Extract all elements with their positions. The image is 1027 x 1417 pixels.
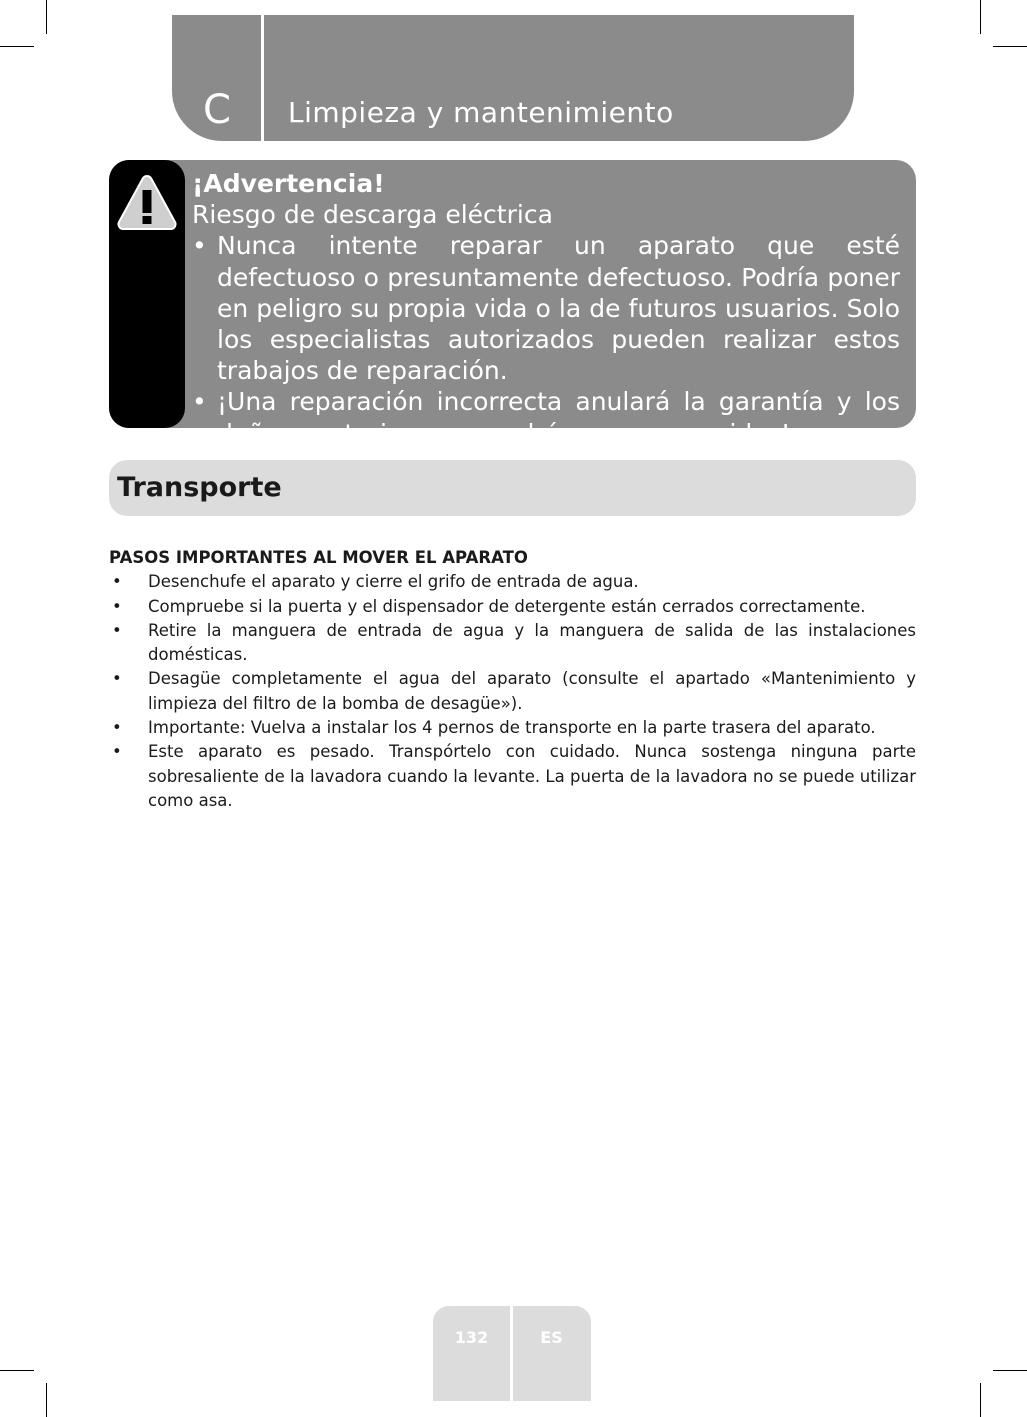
chapter-title: Limpieza y mantenimiento (288, 96, 674, 129)
steps-heading: PASOS IMPORTANTES AL MOVER EL APARATO (109, 548, 528, 567)
crop-mark (993, 1370, 1027, 1371)
language-code: ES (540, 1328, 563, 1347)
bullet-dot: • (112, 596, 122, 616)
list-item (109, 716, 916, 740)
crop-mark (993, 46, 1027, 47)
crop-mark (980, 0, 981, 34)
footer-divider (510, 1306, 513, 1401)
list-item (109, 570, 916, 594)
bullet-dot: • (112, 718, 122, 738)
list-item (109, 740, 916, 813)
list-item (109, 667, 916, 716)
header-divider (261, 15, 264, 141)
list-item (109, 619, 916, 668)
warning-heading: ¡Advertencia! (192, 169, 385, 198)
crop-mark (0, 1370, 34, 1371)
warning-bullet-text: ¡Una reparación incorrecta anulará la garantía y los daños posteriores no podrán ser reconocidos! (217, 387, 900, 448)
warning-strip (109, 160, 185, 428)
warning-box (109, 160, 916, 448)
steps-list (109, 570, 916, 813)
list-item-text: Retire la manguera de entrada de agua y la manguera de salida de las instalaciones domésticas. (148, 620, 916, 665)
bullet-dot: • (112, 572, 122, 592)
bullet-dot: • (192, 387, 207, 417)
chapter-letter: C (203, 87, 231, 133)
crop-mark (980, 1383, 981, 1417)
warning-bullet (192, 230, 900, 386)
crop-mark (46, 1383, 47, 1417)
warning-bullet (192, 386, 900, 448)
section-bar (109, 460, 916, 516)
bullet-dot: • (112, 620, 122, 640)
list-item-text: Desagüe completamente el agua del aparato (consulte el apartado «Mantenimiento y limpieza del filtro de la bomba de desagüe»). (148, 669, 916, 713)
chapter-header (172, 15, 854, 141)
steps-block (109, 546, 916, 813)
list-item-text: Importante: Vuelva a instalar los 4 pernos de transporte en la parte trasera del aparato. (148, 718, 876, 738)
list-item (109, 595, 916, 619)
bullet-dot: • (192, 231, 207, 261)
list-item-text: Este aparato es pesado. Transpórtelo con cuidado. Nunca sostenga ninguna parte sobresaliente de la lavadora cuando la levante. La puerta de la lavadora no se puede utilizar como asa. (148, 742, 916, 810)
warning-subheading: Riesgo de descarga eléctrica (192, 200, 553, 230)
warning-list (192, 230, 900, 448)
warning-triangle-icon (115, 170, 179, 236)
bullet-dot: • (112, 742, 122, 762)
warning-content (192, 168, 900, 449)
page-footer (433, 1306, 591, 1401)
warning-bullet-text: Nunca intente reparar un aparato que esté defectuoso o presuntamente defectuoso. Podría poner en peligro su propia vida o la de futuros usuarios. Solo los especialistas autorizados pueden realizar estos trabajos de reparación. (217, 231, 900, 386)
list-item-text: Desenchufe el aparato y cierre el grifo de entrada de agua. (148, 572, 639, 592)
list-item-text: Compruebe si la puerta y el dispensador de detergente están cerrados correctamente. (148, 596, 866, 616)
page-number: 132 (454, 1328, 489, 1347)
section-title: Transporte (117, 472, 282, 503)
bullet-dot: • (112, 669, 122, 689)
crop-mark (0, 46, 34, 47)
crop-mark (46, 0, 47, 34)
